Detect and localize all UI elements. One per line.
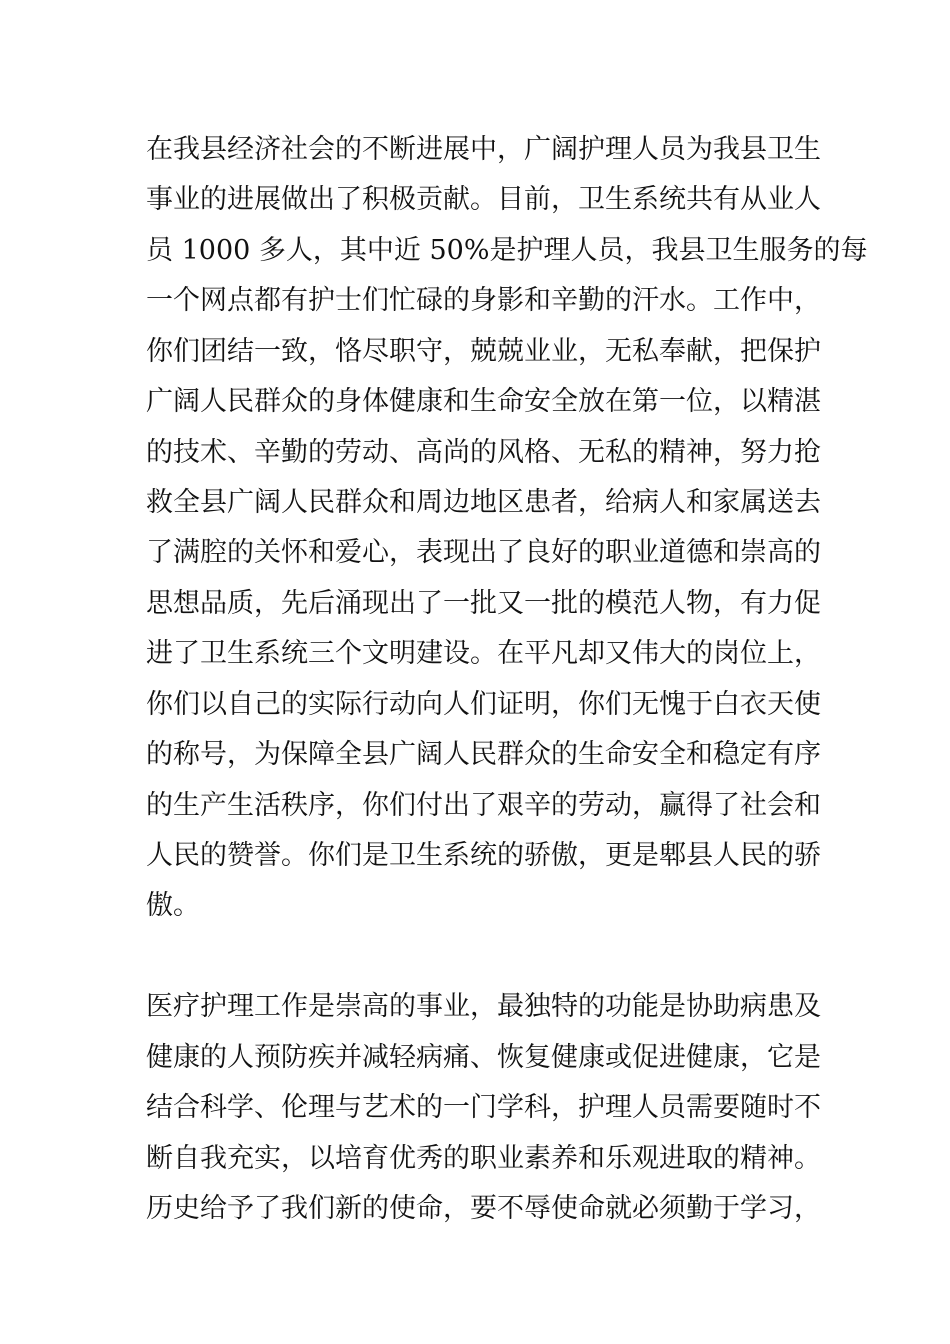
paragraph-1-line-13: 的称号，为保障全县广阔人民群众的生命安全和稳定有序 — [146, 739, 821, 770]
paragraph-1-line-3: 员 1000 多人，其中近 50%是护理人员，我县卫生服务的每 — [146, 235, 868, 266]
paragraph-2-line-5: 历史给予了我们新的使命，要不辱使命就必须勤于学习， — [146, 1193, 821, 1224]
paragraph-1-line-16: 傲。 — [146, 890, 200, 921]
paragraph-1-line-15: 人民的赞誉。你们是卫生系统的骄傲，更是郫县人民的骄 — [146, 840, 821, 871]
paragraph-1-line-9: 了满腔的关怀和爱心，表现出了良好的职业道德和崇高的 — [146, 537, 821, 568]
paragraph-1-line-10: 思想品质，先后涌现出了一批又一批的模范人物，有力促 — [146, 588, 821, 619]
paragraph-2-line-4: 断自我充实，以培育优秀的职业素养和乐观进取的精神。 — [146, 1143, 821, 1174]
paragraph-1-line-6: 广阔人民群众的身体健康和生命安全放在第一位，以精湛 — [146, 386, 821, 417]
paragraph-2-line-3: 结合科学、伦理与艺术的一门学科，护理人员需要随时不 — [146, 1092, 821, 1123]
paragraph-1-line-4: 一个网点都有护士们忙碌的身影和辛勤的汗水。工作中， — [146, 285, 821, 316]
paragraph-1-line-11: 进了卫生系统三个文明建设。在平凡却又伟大的岗位上， — [146, 638, 821, 669]
paragraph-1-line-7: 的技术、辛勤的劳动、高尚的风格、无私的精神，努力抢 — [146, 437, 821, 468]
paragraph-1-line-8: 救全县广阔人民群众和周边地区患者，给病人和家属送去 — [146, 487, 821, 518]
paragraph-1-line-14: 的生产生活秩序，你们付出了艰辛的劳动，赢得了社会和 — [146, 790, 821, 821]
paragraph-1-line-2: 事业的进展做出了积极贡献。目前，卫生系统共有从业人 — [146, 184, 821, 215]
paragraph-1-line-1: 在我县经济社会的不断进展中，广阔护理人员为我县卫生 — [146, 134, 821, 165]
paragraph-2-line-2: 健康的人预防疾并减轻病痛、恢复健康或促进健康，它是 — [146, 1042, 821, 1073]
paragraph-2-line-1: 医疗护理工作是崇高的事业，最独特的功能是协助病患及 — [146, 991, 821, 1022]
paragraph-1-line-12: 你们以自己的实际行动向人们证明，你们无愧于白衣天使 — [146, 689, 821, 720]
paragraph-1-line-5: 你们团结一致，恪尽职守，兢兢业业，无私奉献，把保护 — [146, 336, 821, 367]
